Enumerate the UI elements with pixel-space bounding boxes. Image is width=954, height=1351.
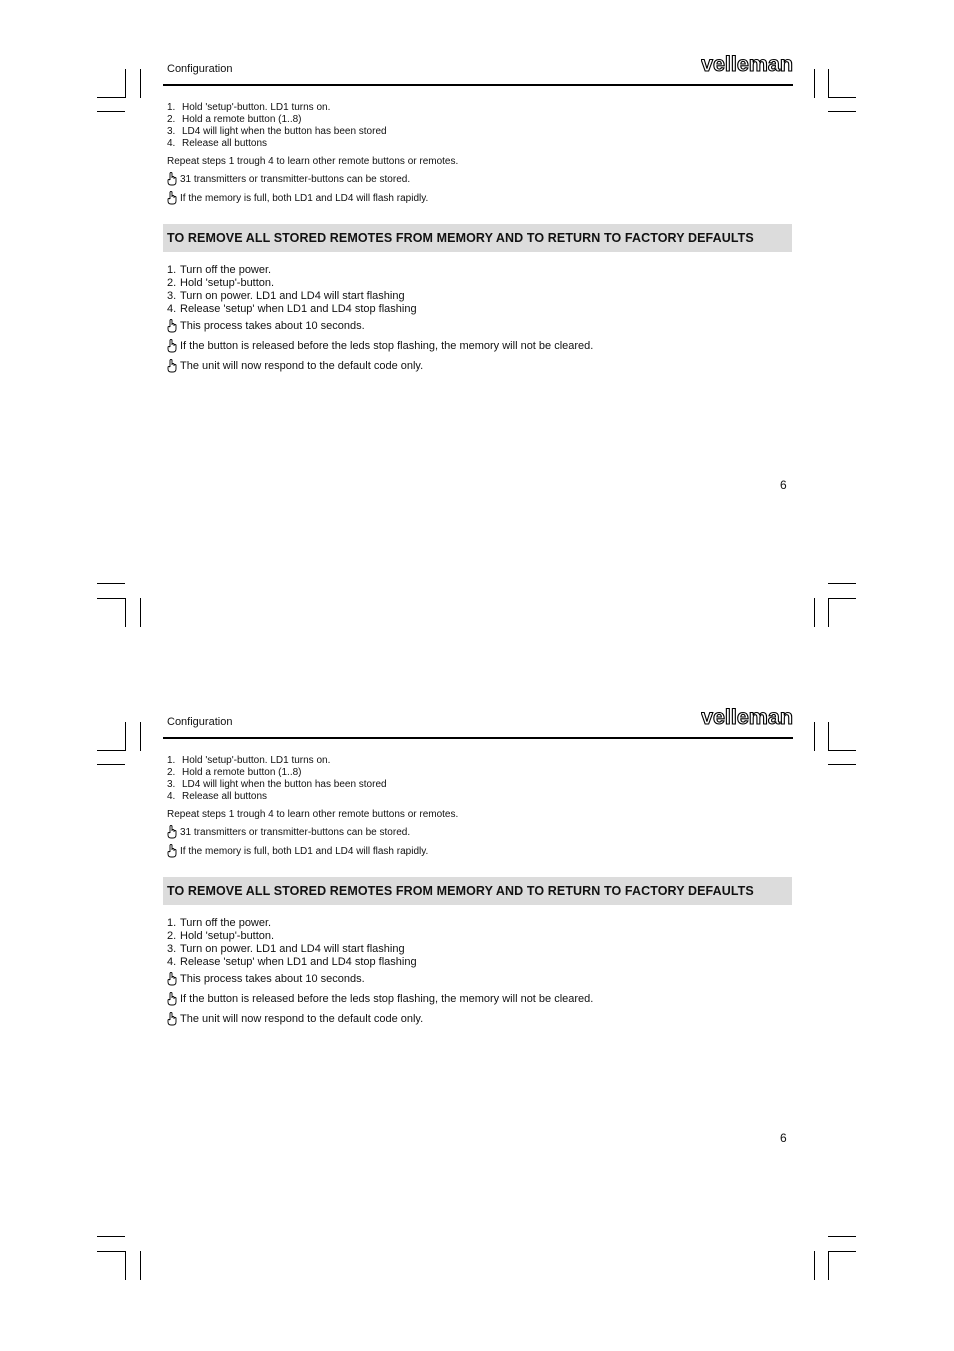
crop-mark [828, 97, 856, 98]
reset-steps-list [167, 917, 417, 969]
crop-mark [97, 764, 125, 765]
crop-mark [828, 598, 829, 627]
list-item: 2. Hold a remote button (1..8) [167, 767, 302, 778]
crop-mark [125, 722, 126, 751]
pointing-hand-icon [167, 172, 177, 186]
section-heading-banner [163, 877, 792, 905]
section-heading: TO REMOVE ALL STORED REMOTES FROM MEMORY AND TO RETURN TO FACTORY DEFAULTS [167, 884, 754, 898]
list-item: 1. Hold 'setup'-button. LD1 turns on. [167, 755, 331, 766]
crop-mark [125, 1251, 126, 1280]
velleman-logo [701, 53, 793, 75]
crop-mark [140, 598, 141, 627]
section-heading: TO REMOVE ALL STORED REMOTES FROM MEMORY AND TO RETURN TO FACTORY DEFAULTS [167, 231, 754, 245]
crop-mark [814, 722, 815, 751]
page-number: 6 [780, 478, 787, 492]
document-page [0, 653, 954, 1306]
header-rule [163, 84, 793, 86]
list-item: 4. Release 'setup' when LD1 and LD4 stop flashing [167, 303, 417, 315]
crop-mark [140, 69, 141, 98]
crop-mark [97, 1251, 125, 1252]
list-item: 3. Turn on power. LD1 and LD4 will start flashing [167, 290, 405, 302]
note-item: This process takes about 10 seconds. [167, 319, 365, 333]
crop-mark [97, 97, 125, 98]
note-item: This process takes about 10 seconds. [167, 972, 365, 986]
crop-mark [828, 598, 856, 599]
crop-mark [828, 111, 856, 112]
crop-mark [125, 69, 126, 98]
list-item: 1. Turn off the power. [167, 917, 272, 929]
note-item: The unit will now respond to the default code only. [167, 359, 423, 373]
crop-mark [814, 69, 815, 98]
note-item: If the memory is full, both LD1 and LD4 will flash rapidly. [167, 844, 428, 858]
crop-mark [828, 1236, 856, 1237]
list-item: 4. Release all buttons [167, 791, 268, 802]
pointing-hand-icon [167, 992, 177, 1006]
list-item: 2. Hold a remote button (1..8) [167, 114, 302, 125]
note-item: If the button is released before the leds stop flashing, the memory will not be cleared. [167, 339, 593, 353]
crop-mark [140, 1251, 141, 1280]
crop-mark [97, 583, 125, 584]
crop-mark [97, 750, 125, 751]
logo-text: velleman [701, 53, 793, 75]
reset-steps-list [167, 264, 417, 316]
crop-mark [828, 764, 856, 765]
list-item: 4. Release all buttons [167, 138, 268, 149]
pointing-hand-icon [167, 844, 177, 858]
crop-mark [828, 1251, 856, 1252]
crop-mark [97, 111, 125, 112]
pointing-hand-icon [167, 1012, 177, 1026]
pointing-hand-icon [167, 319, 177, 333]
crop-mark [97, 1236, 125, 1237]
list-item: 2. Hold 'setup'-button. [167, 277, 275, 289]
note-item: If the button is released before the leds stop flashing, the memory will not be cleared. [167, 992, 593, 1006]
crop-mark [828, 750, 856, 751]
crop-mark [828, 69, 829, 98]
list-item: 3. LD4 will light when the button has been stored [167, 779, 387, 790]
list-item: 2. Hold 'setup'-button. [167, 930, 275, 942]
repeat-instruction: Repeat steps 1 trough 4 to learn other remote buttons or remotes. [167, 156, 459, 167]
pointing-hand-icon [167, 339, 177, 353]
learn-steps-list [167, 102, 387, 150]
pointing-hand-icon [167, 825, 177, 839]
page-number: 6 [780, 1131, 787, 1145]
crop-mark [814, 598, 815, 627]
pointing-hand-icon [167, 972, 177, 986]
list-item: 3. LD4 will light when the button has been stored [167, 126, 387, 137]
note-item: The unit will now respond to the default code only. [167, 1012, 423, 1026]
section-heading-banner [163, 224, 792, 252]
crop-mark [814, 1251, 815, 1280]
section-label: Configuration [167, 63, 233, 75]
crop-mark [828, 583, 856, 584]
header-rule [163, 737, 793, 739]
list-item: 1. Turn off the power. [167, 264, 272, 276]
note-item: 31 transmitters or transmitter-buttons can be stored. [167, 172, 410, 186]
section-label: Configuration [167, 716, 233, 728]
crop-mark [828, 1251, 829, 1280]
crop-mark [140, 722, 141, 751]
crop-mark [828, 722, 829, 751]
note-item: If the memory is full, both LD1 and LD4 will flash rapidly. [167, 191, 428, 205]
pointing-hand-icon [167, 191, 177, 205]
logo-text: velleman [701, 706, 793, 728]
crop-mark [97, 598, 125, 599]
crop-mark [125, 598, 126, 627]
pointing-hand-icon [167, 359, 177, 373]
list-item: 3. Turn on power. LD1 and LD4 will start flashing [167, 943, 405, 955]
repeat-instruction: Repeat steps 1 trough 4 to learn other remote buttons or remotes. [167, 809, 459, 820]
document-page [0, 0, 954, 653]
velleman-logo [701, 706, 793, 728]
list-item: 4. Release 'setup' when LD1 and LD4 stop flashing [167, 956, 417, 968]
learn-steps-list [167, 755, 387, 803]
note-item: 31 transmitters or transmitter-buttons can be stored. [167, 825, 410, 839]
list-item: 1. Hold 'setup'-button. LD1 turns on. [167, 102, 331, 113]
